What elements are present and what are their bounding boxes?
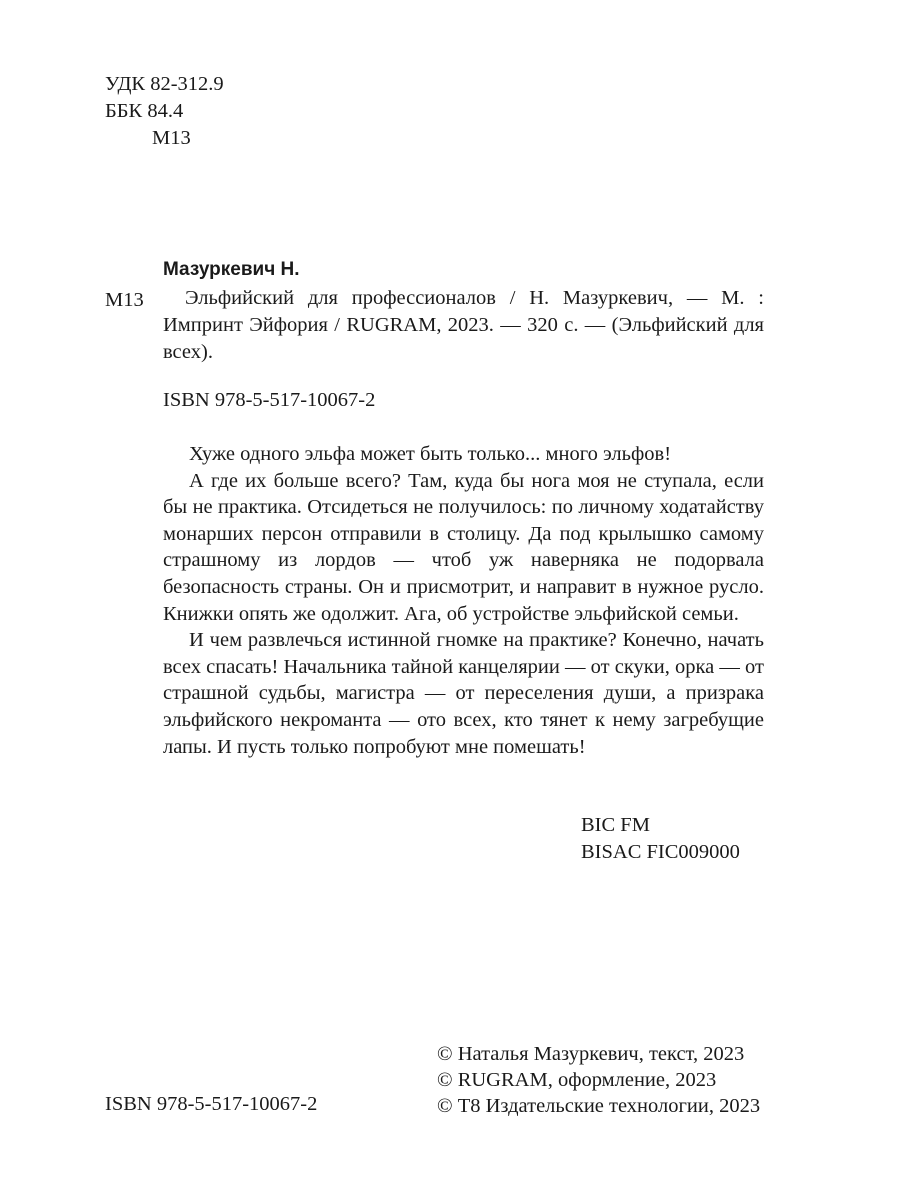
copyright-line: © RUGRAM, оформление, 2023 [437,1069,717,1091]
annotation-paragraph: Хуже одного эльфа может быть только... много эльфов! [189,443,672,465]
author-heading: Мазуркевич Н. [163,259,300,280]
copyright-line: © Наталья Мазуркевич, текст, 2023 [437,1043,745,1065]
annotation [163,441,764,760]
bibliographic-description: Эльфийский для профессионалов / Н. Мазуркевич, — М. : Импринт Эйфория / RUGRAM, 2023. — 320 с. — (Эльфийский для всех). [163,287,764,363]
annotation-paragraph: И чем развлечься истинной гномке на практике? Конечно, начать всех спасать! Начальника тайной канцелярии — от скуки, орка — от страшной судьбы, магистра — от переселения души, а призрака эльфийского некроманта — ото всех, кто тянет к нему загребущие лапы. И пусть только попробуют мне помешать! [163,629,764,758]
annotation-paragraph: А где их больше всего? Там, куда бы нога моя не ступала, если бы не практика. Отсидеться не получилось: по личному ходатайству монарших персон отправили в столицу. Да под крылышко самому страшному из лордов — чтоб уж наверняка не подорвала безопасность страны. Он и присмотрит, и направит в нужное русло. Книжки опять же одолжит. Ага, об устройстве эльфийской семьи. [163,469,764,625]
bic-code: BIC FM [581,814,650,836]
subject-codes [581,812,740,866]
bbk-code: ББК 84.4 [105,100,184,122]
author-mark-side: М13 [105,289,144,311]
copyright-line: © Т8 Издательские технологии, 2023 [437,1095,761,1117]
isbn-footer: ISBN 978-5-517-10067-2 [105,1093,318,1115]
bisac-code: BISAC FIC009000 [581,841,740,863]
copyright-block [437,1041,760,1119]
isbn-main: ISBN 978-5-517-10067-2 [163,389,376,411]
udk-code: УДК 82-312.9 [105,73,224,95]
author-mark-code: М13 [152,127,191,149]
